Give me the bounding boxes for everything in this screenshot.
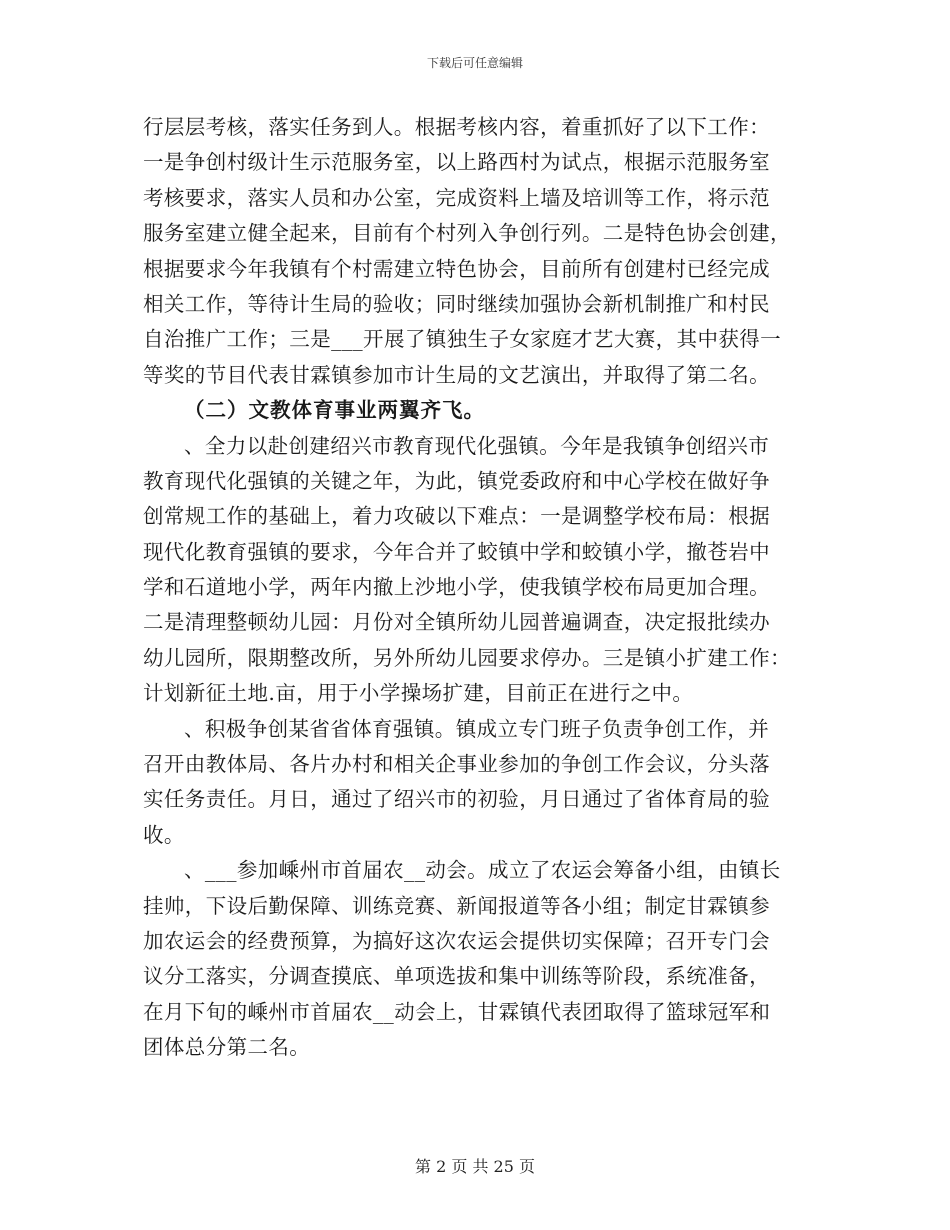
text-line: 等奖的节目代表甘霖镇参加市计生局的文艺演出，并取得了第二名。	[143, 362, 770, 387]
text-line: 根据要求今年我镇有个村需建立特色协会，目前所有创建村已经完成	[143, 256, 770, 281]
page-number: 第 2 页 共 25 页	[415, 1157, 535, 1176]
text-line: 现代化教育强镇的要求，今年合并了蛟镇中学和蛟镇小学，撤苍岩中	[143, 539, 770, 564]
text-line: 召开由教体局、各片办村和相关企事业参加的争创工作会议，分头落	[143, 752, 770, 777]
text-line: 、___参加嵊州市首届农__动会。成立了农运会筹备小组，由镇长	[184, 858, 781, 883]
text-line: 挂帅，下设后勤保障、训练竞赛、新闻报道等各小组；制定甘霖镇参	[143, 893, 770, 918]
text-line: 计划新征土地.亩，用于小学操场扩建，目前正在进行之中。	[143, 681, 694, 706]
text-line: 创常规工作的基础上，着力攻破以下难点：一是调整学校布局：根据	[143, 504, 770, 529]
text-line: 团体总分第二名。	[143, 1035, 311, 1060]
text-line: 教育现代化强镇的关键之年，为此，镇党委政府和中心学校在做好争	[143, 468, 770, 493]
text-line: 在月下旬的嵊州市首届农__动会上，甘霖镇代表团取得了篮球冠军和	[143, 999, 771, 1024]
text-line: 、积极争创某省省体育强镇。镇成立专门班子负责争创工作，并	[184, 716, 770, 741]
text-line: 二是清理整顿幼儿园：月份对全镇所幼儿园普遍调查，决定报批续办	[143, 610, 770, 635]
text-line: 自治推广工作；三是___开展了镇独生子女家庭才艺大赛，其中获得一	[143, 327, 782, 352]
text-line: 实任务责任。月日，通过了绍兴市的初验，月日通过了省体育局的验	[143, 787, 770, 812]
text-line: 一是争创村级计生示范服务室，以上路西村为试点，根据示范服务室	[143, 150, 770, 175]
text-line: 行层层考核，落实任务到人。根据考核内容，着重抓好了以下工作：	[143, 115, 770, 139]
text-line: 相关工作，等待计生局的验收；同时继续加强协会新机制推广和村民	[143, 291, 770, 316]
text-line: 、全力以赴创建绍兴市教育现代化强镇。今年是我镇争创绍兴市	[184, 433, 770, 458]
text-line: 议分工落实，分调查摸底、单项选拔和集中训练等阶段，系统准备，	[143, 964, 770, 989]
text-line: 学和石道地小学，两年内撤上沙地小学，使我镇学校布局更加合理。	[143, 575, 770, 600]
text-line: 幼儿园所，限期整改所，另外所幼儿园要求停办。三是镇小扩建工作：	[143, 645, 791, 670]
text-line: 考核要求，落实人员和办公室，完成资料上墙及培训等工作，将示范	[143, 185, 770, 210]
section-heading: （二）文教体育事业两翼齐飞。	[184, 398, 485, 423]
text-line: 收。	[143, 822, 185, 847]
text-line: 服务室建立健全起来，目前有个村列入争创行列。二是特色协会创建，	[143, 221, 791, 246]
page-header-note: 下载后可任意编辑	[426, 56, 523, 70]
document-body	[143, 110, 813, 1066]
text-line: 加农运会的经费预算，为搞好这次农运会提供切实保障；召开专门会	[143, 928, 770, 953]
